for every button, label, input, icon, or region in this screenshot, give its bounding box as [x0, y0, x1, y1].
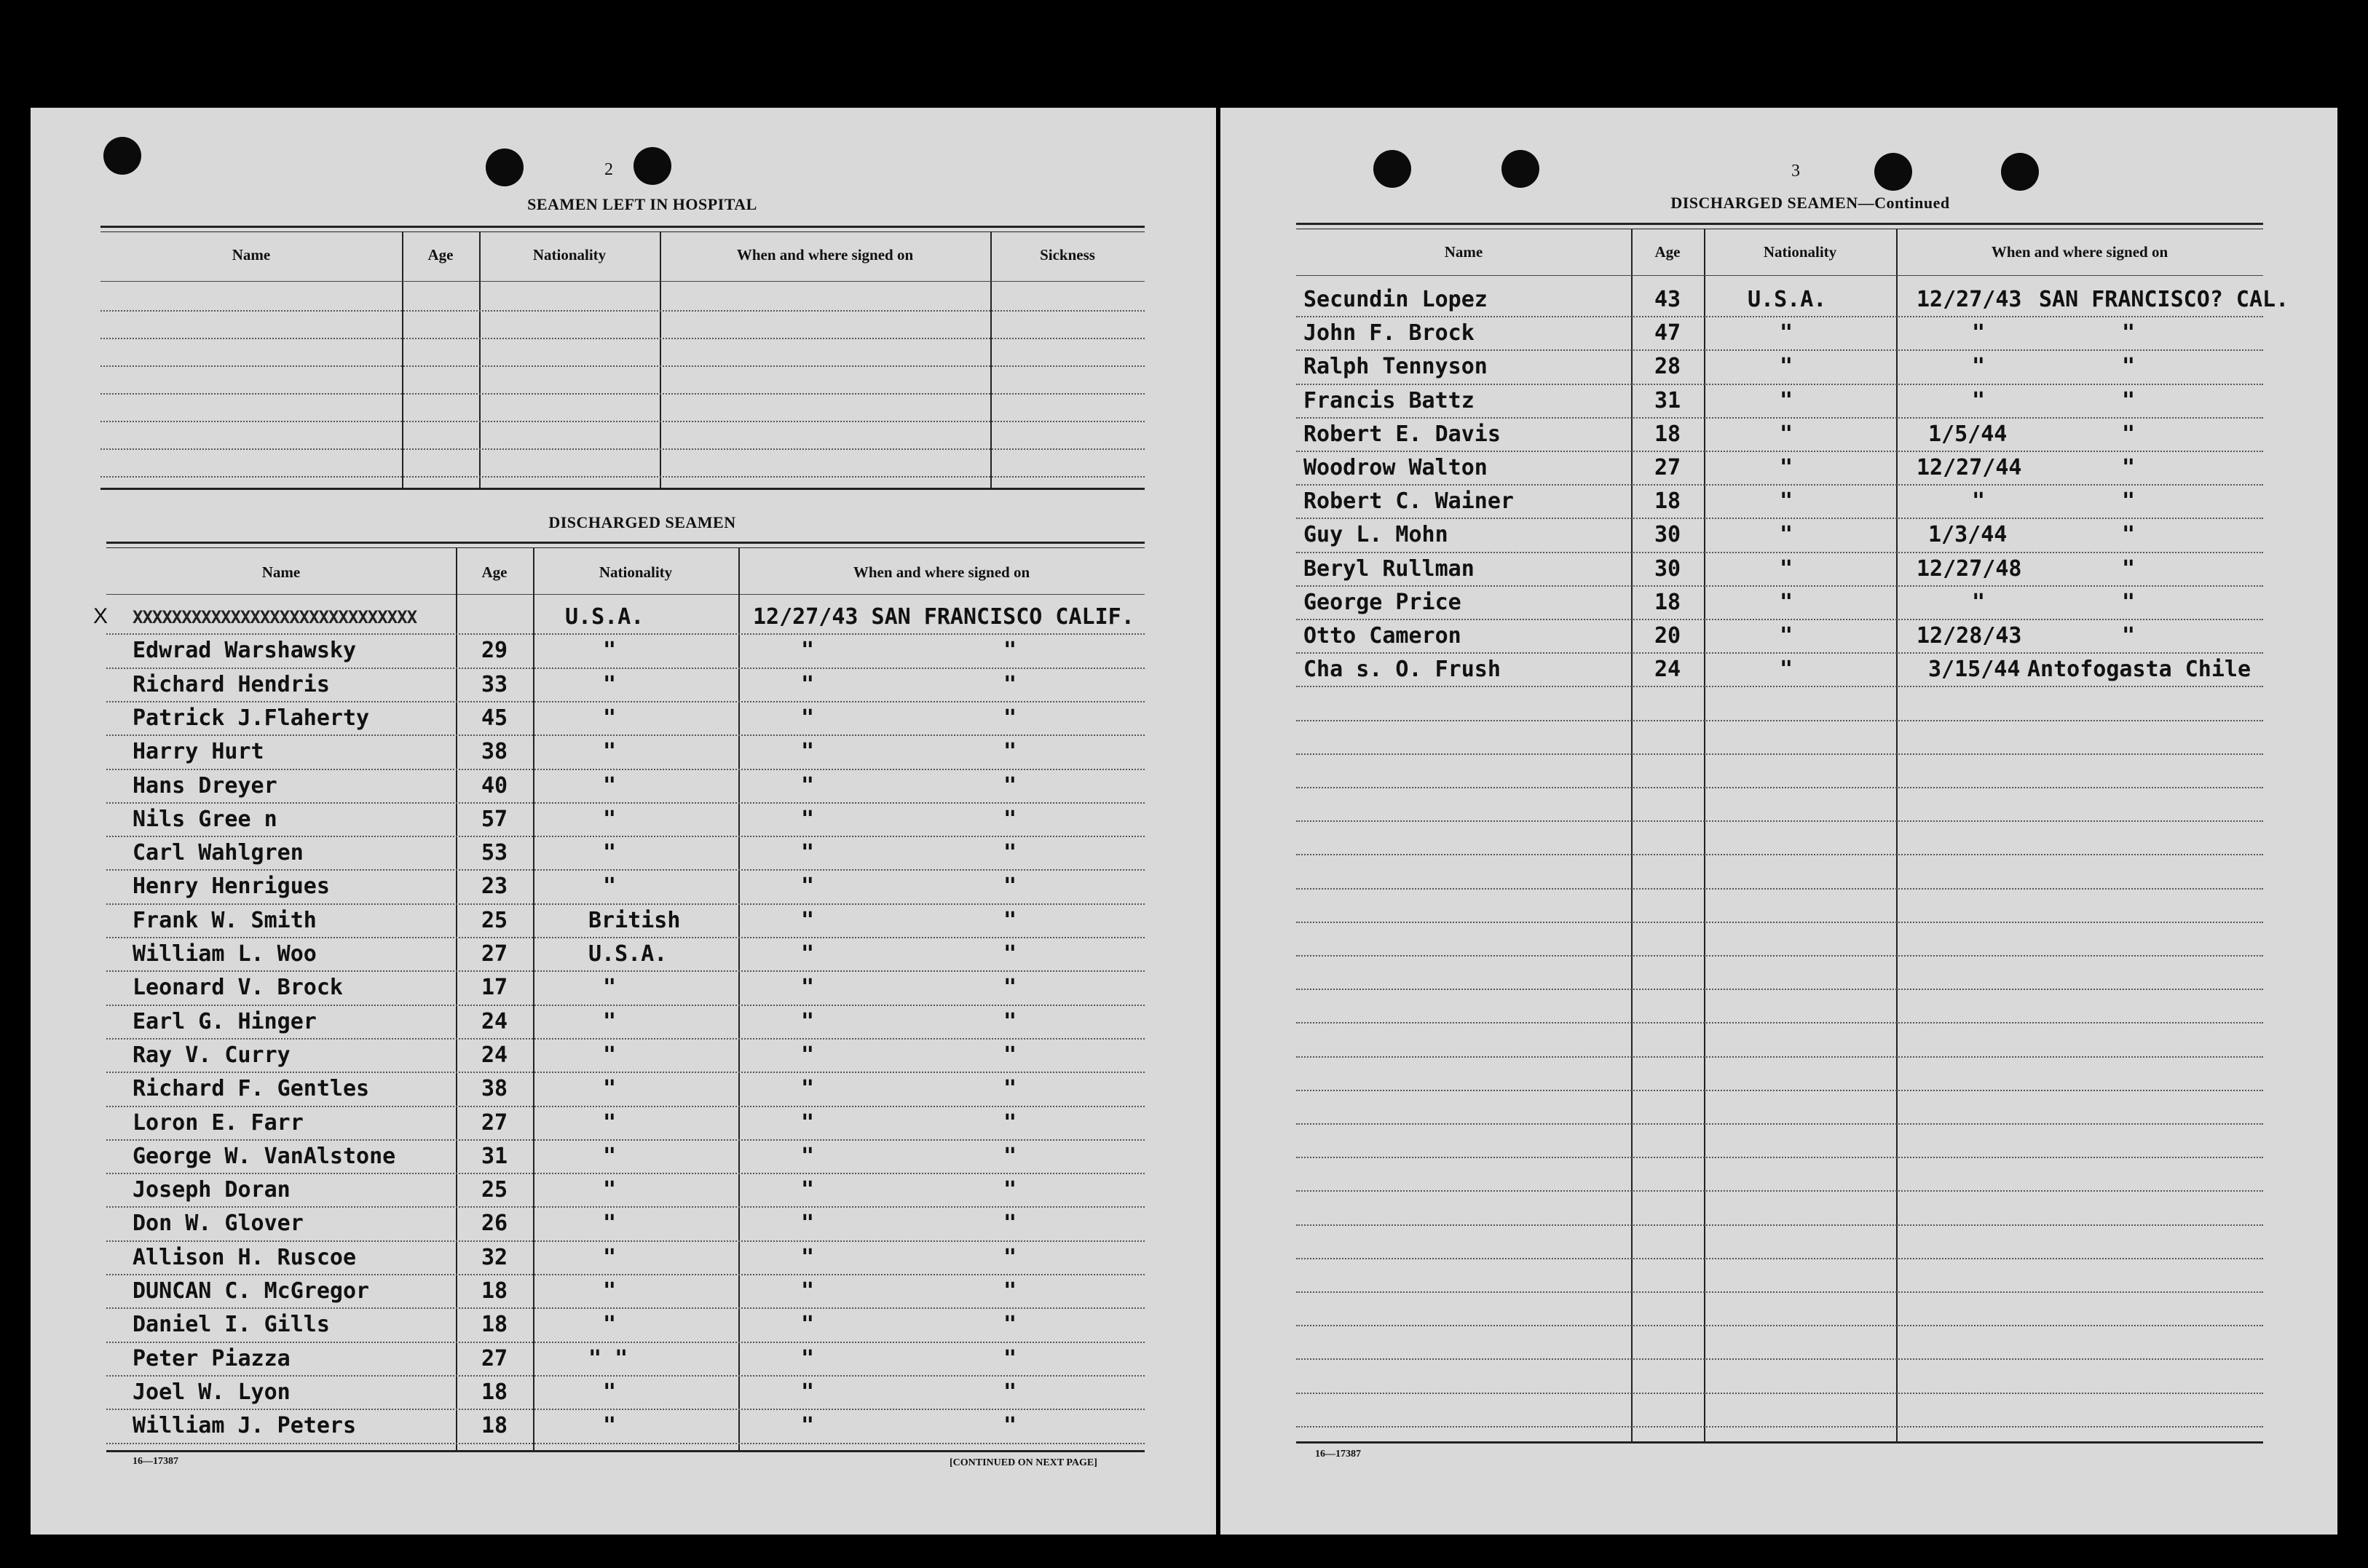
signed-on-place: " — [1003, 1413, 1017, 1439]
signed-on-date: " — [801, 1345, 815, 1371]
row-rule — [100, 476, 1145, 478]
seaman-nationality: U.S.A. — [1748, 287, 1827, 312]
seaman-name: Ralph Tennyson — [1303, 354, 1488, 380]
seaman-name: Joel W. Lyon — [133, 1379, 291, 1405]
seaman-age: 25 — [481, 1177, 508, 1203]
row-rule — [1296, 1325, 2263, 1326]
signed-on-place: " — [1003, 1312, 1017, 1338]
signed-on-place: " — [1003, 1042, 1017, 1068]
seaman-age: 18 — [481, 1379, 508, 1405]
seaman-name: Woodrow Walton — [1303, 455, 1488, 480]
table-rule — [100, 226, 1145, 232]
signed-on-date: " — [801, 638, 815, 664]
seaman-age: 45 — [481, 705, 508, 731]
column-header: Name — [1444, 243, 1483, 261]
signed-on-place: " — [2122, 623, 2136, 649]
row-rule — [106, 1409, 1145, 1410]
row-rule — [1296, 686, 2263, 687]
seaman-nationality: " — [1780, 522, 1793, 548]
row-rule — [106, 1274, 1145, 1275]
signed-on-place: " — [1003, 941, 1017, 967]
column-divider — [1704, 229, 1705, 1441]
seaman-name: DUNCAN C. McGregor — [133, 1278, 370, 1304]
signed-on-place: " — [1003, 1076, 1017, 1102]
seaman-age: 24 — [481, 1008, 508, 1034]
seaman-age: 18 — [1654, 421, 1681, 447]
signed-on-date: " — [801, 1278, 815, 1304]
seaman-age: 30 — [1654, 555, 1681, 582]
signed-on-place: " — [2122, 589, 2136, 615]
signed-on-place: " — [1003, 806, 1017, 832]
row-rule — [106, 1240, 1145, 1242]
row-rule — [106, 802, 1145, 804]
signed-on-date: " — [1972, 387, 1986, 413]
signed-on-date: " — [801, 1143, 815, 1169]
seaman-age: 27 — [481, 1109, 508, 1136]
column-header: Nationality — [599, 563, 673, 581]
seaman-name: Henry Henrigues — [133, 874, 330, 900]
seaman-nationality: " " — [588, 1345, 628, 1371]
seaman-nationality: " — [603, 806, 617, 832]
table-rule — [106, 1450, 1145, 1452]
signed-on-place: " — [1003, 739, 1017, 765]
signed-on-place: " — [2122, 354, 2136, 380]
row-rule — [1296, 1190, 2263, 1192]
signed-on-place: " — [2122, 522, 2136, 548]
row-rule — [106, 1443, 1145, 1444]
signed-on-date: " — [1972, 589, 1986, 615]
column-header: When and where signed on — [853, 563, 1030, 581]
column-divider — [1896, 229, 1898, 1441]
column-header: When and where signed on — [736, 246, 914, 264]
row-rule — [1296, 720, 2263, 721]
signed-on-date: 12/27/44 — [1917, 455, 2022, 480]
seaman-name: Patrick J.Flaherty — [133, 705, 370, 731]
seaman-name: Daniel I. Gills — [133, 1312, 330, 1338]
row-rule — [106, 1173, 1145, 1174]
seaman-name: Robert E. Davis — [1303, 421, 1501, 447]
seaman-nationality: " — [603, 772, 617, 799]
row-rule — [1296, 922, 2263, 923]
seaman-nationality: " — [1780, 623, 1793, 649]
signed-on-date: " — [801, 1109, 815, 1136]
seaman-name: George Price — [1303, 589, 1461, 615]
signed-on-place: Antofogasta Chile — [2027, 657, 2251, 683]
signed-on-date: " — [801, 1042, 815, 1068]
seaman-name: William L. Woo — [133, 941, 317, 967]
nationality-cell: U.S.A. — [565, 604, 644, 630]
column-header: Nationality — [1763, 243, 1837, 261]
seaman-age: 27 — [1654, 455, 1681, 480]
row-rule — [1296, 417, 2263, 419]
column-header: Age — [427, 246, 454, 264]
row-rule — [106, 1038, 1145, 1040]
row-rule — [106, 1139, 1145, 1141]
seaman-nationality: " — [1780, 589, 1793, 615]
signed-on-place: " — [1003, 705, 1017, 731]
right-section-title: DISCHARGED SEAMEN—Continued — [1670, 194, 1950, 212]
row-rule — [1296, 1224, 2263, 1226]
seaman-nationality: " — [1780, 354, 1793, 380]
row-rule — [1296, 1358, 2263, 1360]
seaman-nationality: " — [1780, 657, 1793, 683]
row-rule — [106, 769, 1145, 770]
column-header: Age — [1654, 243, 1681, 261]
column-header: When and where signed on — [1991, 243, 2168, 261]
seaman-name: Guy L. Mohn — [1303, 522, 1448, 548]
tick-mark: X — [93, 604, 108, 628]
seaman-age: 27 — [481, 941, 508, 967]
page-number: 3 — [1791, 162, 1800, 181]
signed-on-date: " — [801, 840, 815, 866]
form-number: 16—17387 — [133, 1456, 178, 1467]
seaman-age: 43 — [1654, 287, 1681, 312]
seaman-nationality: British — [588, 907, 681, 933]
signed-on-date: 1/3/44 — [1928, 522, 2008, 548]
signed-on-place: " — [1003, 638, 1017, 664]
signed-on-place: " — [1003, 1008, 1017, 1034]
row-rule — [1296, 787, 2263, 788]
signed-on-place: " — [2122, 421, 2136, 447]
row-rule — [106, 1005, 1145, 1006]
signed-on-place: " — [2122, 320, 2136, 347]
row-rule — [100, 421, 1145, 422]
seaman-age: 29 — [481, 638, 508, 664]
seaman-name: Harry Hurt — [133, 739, 264, 765]
signed-on-place: " — [1003, 671, 1017, 697]
row-rule — [1296, 1393, 2263, 1394]
signed-on-place: " — [1003, 1345, 1017, 1371]
seaman-nationality: " — [603, 671, 617, 697]
signed-on-place: " — [1003, 1379, 1017, 1405]
seaman-nationality: " — [603, 1076, 617, 1102]
signed-on-date: " — [801, 1312, 815, 1338]
seaman-age: 17 — [481, 975, 508, 1001]
signed-on-place: " — [1003, 975, 1017, 1001]
seaman-name: Peter Piazza — [133, 1345, 291, 1371]
row-rule — [106, 1342, 1145, 1343]
table-rule — [106, 542, 1145, 548]
seaman-name: Robert C. Wainer — [1303, 488, 1514, 515]
discharged-section-title: DISCHARGED SEAMEN — [548, 513, 736, 531]
row-rule — [1296, 349, 2263, 351]
seaman-name: Don W. Glover — [133, 1211, 304, 1237]
seaman-nationality: " — [603, 1177, 617, 1203]
row-rule — [1296, 384, 2263, 385]
row-rule — [1296, 820, 2263, 822]
column-header: Sickness — [1040, 246, 1095, 264]
seaman-name: Francis Battz — [1303, 387, 1475, 413]
seaman-name: Otto Cameron — [1303, 623, 1461, 649]
row-rule — [1296, 552, 2263, 553]
row-rule — [106, 869, 1145, 871]
seaman-age: 32 — [481, 1244, 508, 1270]
seaman-name: William J. Peters — [133, 1413, 357, 1439]
seaman-nationality: " — [603, 739, 617, 765]
seaman-age: 18 — [481, 1278, 508, 1304]
row-rule — [106, 701, 1145, 702]
row-rule — [1296, 652, 2263, 654]
seaman-age: 40 — [481, 772, 508, 799]
seaman-name: Frank W. Smith — [133, 907, 317, 933]
row-rule — [106, 633, 1145, 635]
seaman-age: 23 — [481, 874, 508, 900]
row-rule — [106, 1206, 1145, 1208]
signed-on-place: " — [1003, 1143, 1017, 1169]
seaman-name: Richard F. Gentles — [133, 1076, 370, 1102]
seaman-nationality: " — [603, 1109, 617, 1136]
seaman-nationality: " — [603, 874, 617, 900]
row-rule — [1296, 451, 2263, 452]
seaman-name: Beryl Rullman — [1303, 555, 1475, 582]
row-rule — [1296, 753, 2263, 755]
signed-on-date: " — [801, 671, 815, 697]
seaman-age: 26 — [481, 1211, 508, 1237]
seaman-age: 57 — [481, 806, 508, 832]
seaman-nationality: " — [1780, 387, 1793, 413]
signed-on-place: " — [1003, 840, 1017, 866]
seaman-name: Cha s. O. Frush — [1303, 657, 1501, 683]
seaman-nationality: " — [1780, 488, 1793, 515]
row-rule — [100, 393, 1145, 395]
row-rule — [1296, 1157, 2263, 1158]
row-rule — [1296, 1090, 2263, 1091]
signed-on-date: 1/5/44 — [1928, 421, 2008, 447]
signed-on-date: " — [801, 941, 815, 967]
seaman-age: 33 — [481, 671, 508, 697]
seaman-name: Leonard V. Brock — [133, 975, 343, 1001]
seaman-nationality: " — [603, 1143, 617, 1169]
signed-on-place: " — [2122, 455, 2136, 480]
signed-on-date: " — [801, 1008, 815, 1034]
signed-on-place: " — [1003, 1211, 1017, 1237]
header-rule — [1296, 275, 2263, 276]
row-rule — [1296, 518, 2263, 519]
signed-on-date: " — [1972, 488, 1986, 515]
signed-on-date: " — [801, 975, 815, 1001]
seaman-age: 30 — [1654, 522, 1681, 548]
seaman-nationality: " — [603, 975, 617, 1001]
row-rule — [106, 937, 1145, 938]
right-page — [1220, 108, 2337, 1535]
row-rule — [106, 1307, 1145, 1309]
seaman-age: 18 — [481, 1413, 508, 1439]
row-rule — [100, 338, 1145, 339]
row-rule — [106, 970, 1145, 972]
seaman-nationality: " — [603, 1312, 617, 1338]
seaman-nationality: " — [1780, 320, 1793, 347]
seaman-nationality: " — [603, 1278, 617, 1304]
signed-on-date: " — [801, 806, 815, 832]
punch-hole — [1501, 150, 1539, 188]
seaman-nationality: U.S.A. — [588, 941, 668, 967]
row-rule — [1296, 854, 2263, 855]
row-rule — [1296, 316, 2263, 317]
seaman-nationality: " — [603, 1042, 617, 1068]
page-number: 2 — [604, 160, 613, 179]
seaman-age: 31 — [481, 1143, 508, 1169]
seaman-name: Richard Hendris — [133, 671, 330, 697]
seaman-name: Earl G. Hinger — [133, 1008, 317, 1034]
signed-on-place: SAN FRANCISCO? CAL. — [2039, 287, 2289, 312]
row-rule — [1296, 585, 2263, 587]
seaman-nationality: " — [603, 1379, 617, 1405]
signed-on-place: " — [2122, 555, 2136, 582]
continued-note: [CONTINUED ON NEXT PAGE] — [950, 1457, 1097, 1468]
signed-on-place: " — [1003, 1177, 1017, 1203]
signed-on-date: " — [801, 1177, 815, 1203]
seaman-nationality: " — [603, 1211, 617, 1237]
seaman-name: Allison H. Ruscoe — [133, 1244, 357, 1270]
seaman-age: 47 — [1654, 320, 1681, 347]
row-rule — [106, 903, 1145, 905]
table-rule — [1296, 1441, 2263, 1444]
seaman-age: 28 — [1654, 354, 1681, 380]
seaman-nationality: " — [603, 1244, 617, 1270]
row-rule — [106, 1375, 1145, 1377]
row-rule — [1296, 1123, 2263, 1125]
signed-on-date: " — [801, 739, 815, 765]
punch-hole — [634, 147, 671, 185]
signed-on-date: " — [801, 1413, 815, 1439]
seaman-name: Hans Dreyer — [133, 772, 277, 799]
signed-on-place: " — [2122, 488, 2136, 515]
seaman-nationality: " — [603, 1413, 617, 1439]
seaman-age: 53 — [481, 840, 508, 866]
column-header: Age — [481, 563, 508, 581]
seaman-age: 24 — [1654, 657, 1681, 683]
header-rule — [106, 594, 1145, 595]
seaman-name: Secundin Lopez — [1303, 287, 1488, 312]
row-rule — [1296, 1258, 2263, 1259]
seaman-age: 20 — [1654, 623, 1681, 649]
signed-on-date: " — [801, 1211, 815, 1237]
signed-on-date: 3/15/44 — [1928, 657, 2021, 683]
header-rule — [100, 281, 1145, 282]
row-rule — [100, 310, 1145, 312]
seaman-age: 27 — [481, 1345, 508, 1371]
seaman-age: 18 — [481, 1312, 508, 1338]
row-rule — [106, 668, 1145, 669]
row-rule — [1296, 1291, 2263, 1293]
row-rule — [1296, 1426, 2263, 1428]
signed-on-place: " — [1003, 772, 1017, 799]
punch-hole — [1874, 153, 1912, 191]
row-rule — [1296, 619, 2263, 620]
seaman-nationality: " — [1780, 455, 1793, 480]
seaman-name: Edwrad Warshawsky — [133, 638, 357, 664]
form-number: 16—17387 — [1315, 1449, 1361, 1460]
seaman-age: 38 — [481, 739, 508, 765]
seaman-nationality: " — [603, 705, 617, 731]
signed-on-place: " — [1003, 1244, 1017, 1270]
row-rule — [100, 365, 1145, 367]
column-header: Name — [232, 246, 271, 264]
seaman-age: 24 — [481, 1042, 508, 1068]
seaman-age: 18 — [1654, 589, 1681, 615]
seaman-name: Ray V. Curry — [133, 1042, 291, 1068]
seaman-nationality: " — [603, 840, 617, 866]
punch-hole — [1373, 150, 1411, 188]
seaman-nationality: " — [1780, 421, 1793, 447]
row-rule — [106, 734, 1145, 736]
row-rule — [1296, 955, 2263, 957]
row-rule — [1296, 1056, 2263, 1058]
row-rule — [100, 448, 1145, 450]
table-rule — [100, 488, 1145, 490]
signed-on-date: " — [801, 772, 815, 799]
signed-on-date: " — [801, 705, 815, 731]
seaman-nationality: " — [1780, 555, 1793, 582]
seaman-name: George W. VanAlstone — [133, 1143, 396, 1169]
punch-hole — [486, 149, 524, 186]
seaman-name: Carl Wahlgren — [133, 840, 304, 866]
signed-on-date: " — [1972, 320, 1986, 347]
row-rule — [106, 1106, 1145, 1107]
column-divider — [533, 547, 534, 1450]
seaman-name: Nils Gree n — [133, 806, 277, 832]
seaman-nationality: " — [603, 1008, 617, 1034]
signed-on-date: " — [801, 1076, 815, 1102]
signed-on-date: " — [801, 874, 815, 900]
row-rule — [1296, 989, 2263, 990]
signed-on-cell: 12/27/43 SAN FRANCISCO CALIF. — [753, 604, 1134, 630]
signed-on-date: " — [801, 1379, 815, 1405]
table-rule — [1296, 223, 2263, 229]
signed-on-date: 12/27/48 — [1917, 555, 2022, 582]
column-divider — [738, 547, 740, 1450]
signed-on-date: " — [1972, 354, 1986, 380]
hospital-section-title: SEAMEN LEFT IN HOSPITAL — [527, 195, 757, 213]
signed-on-place: " — [1003, 1109, 1017, 1136]
seaman-name: Loron E. Farr — [133, 1109, 304, 1136]
punch-hole — [103, 137, 141, 175]
signed-on-date: " — [801, 907, 815, 933]
signed-on-date: 12/27/43 — [1917, 287, 2022, 312]
left-page — [31, 108, 1216, 1535]
signed-on-place: " — [1003, 907, 1017, 933]
seaman-age: 31 — [1654, 387, 1681, 413]
struck-name: XXXXXXXXXXXXXXXXXXXXXXXXXXXXX — [133, 607, 417, 627]
row-rule — [1296, 1022, 2263, 1023]
seaman-age: 18 — [1654, 488, 1681, 515]
seaman-age: 25 — [481, 907, 508, 933]
seaman-name: Joseph Doran — [133, 1177, 291, 1203]
seaman-age: 38 — [481, 1076, 508, 1102]
seaman-nationality: " — [603, 638, 617, 664]
seaman-name: John F. Brock — [1303, 320, 1475, 347]
signed-on-date: 12/28/43 — [1917, 623, 2022, 649]
punch-hole — [2001, 153, 2039, 191]
signed-on-place: " — [2122, 387, 2136, 413]
row-rule — [106, 836, 1145, 837]
row-rule — [106, 1072, 1145, 1073]
column-header: Nationality — [532, 246, 607, 264]
signed-on-place: " — [1003, 1278, 1017, 1304]
row-rule — [1296, 484, 2263, 486]
signed-on-place: " — [1003, 874, 1017, 900]
row-rule — [1296, 888, 2263, 890]
column-header: Name — [261, 563, 301, 581]
signed-on-date: " — [801, 1244, 815, 1270]
